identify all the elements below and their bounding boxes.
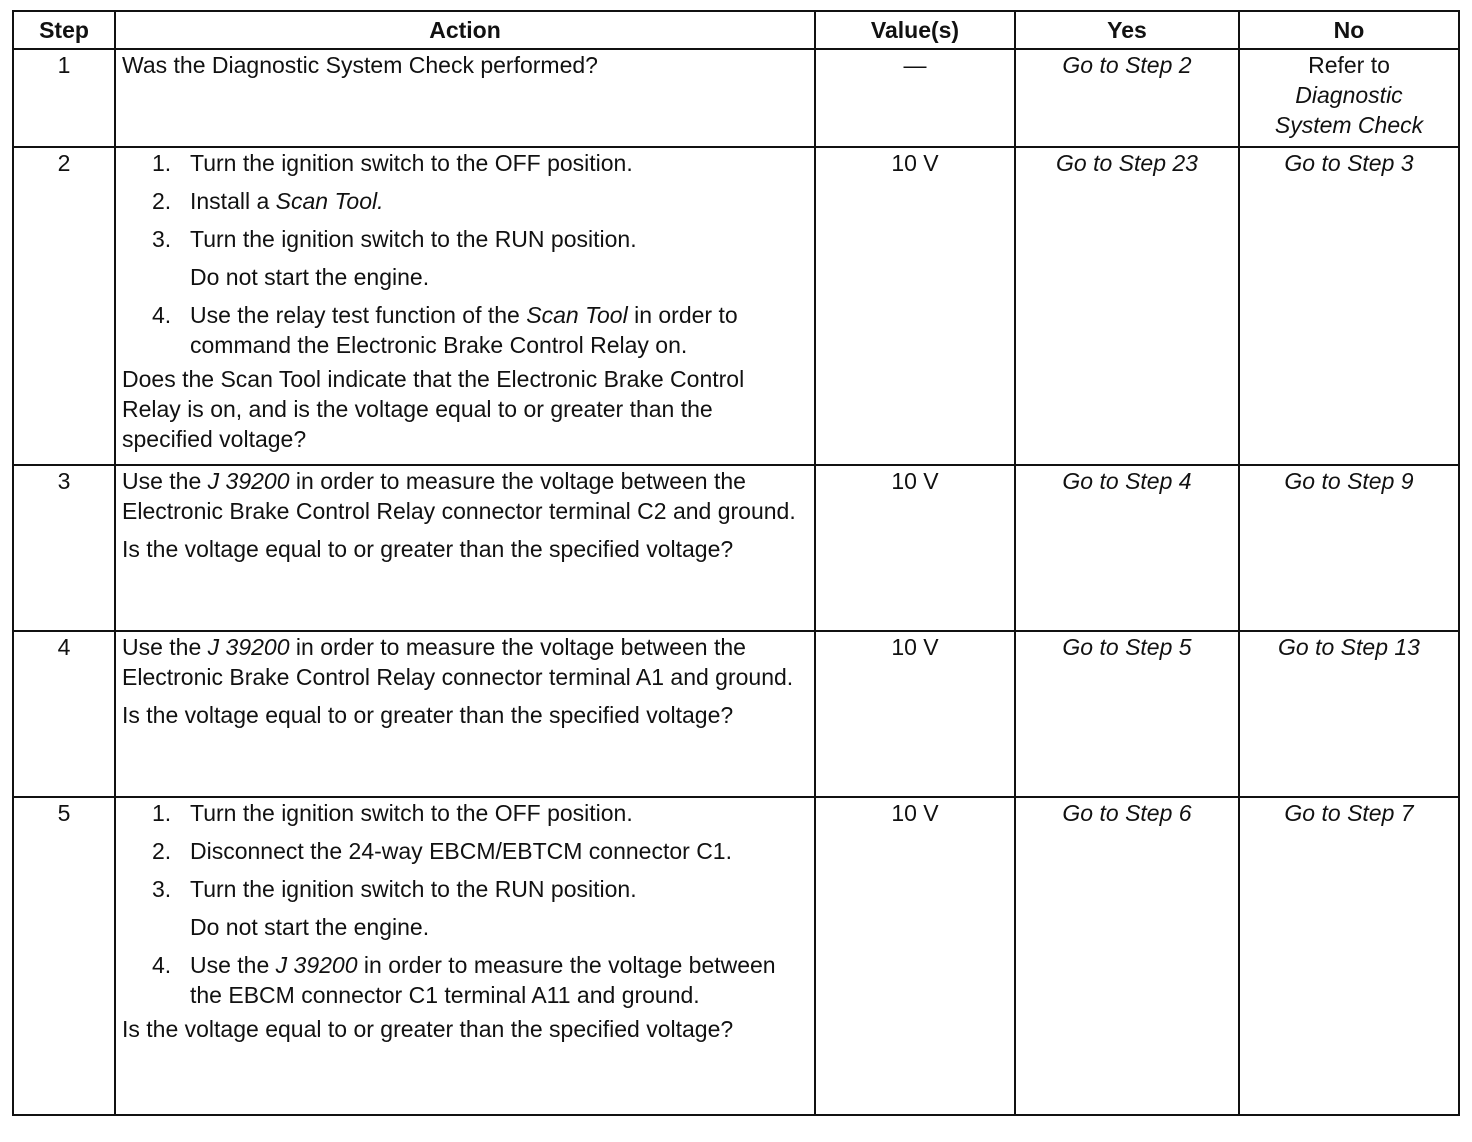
action-question: Is the voltage equal to or greater than the specified voltage? (122, 536, 734, 562)
value-cell: 10 V (815, 465, 1015, 631)
no-line: Diagnostic (1295, 82, 1403, 108)
list-item-number: 4. (152, 952, 172, 978)
tool-name: Scan Tool (526, 302, 628, 328)
list-item-number: 3. (152, 876, 172, 902)
action-question: Is the voltage equal to or greater than the specified voltage? (122, 1016, 734, 1042)
instruction-pre: Use the (122, 468, 208, 494)
list-item-text: Turn the ignition switch to the RUN position. (190, 876, 637, 902)
list-item-number: 1. (152, 150, 172, 176)
value-cell: 10 V (815, 797, 1015, 1115)
list-item-text-pre: Install a (190, 188, 276, 214)
action-question: Does the Scan Tool indicate that the Electronic Brake Control Relay is on, and is the voltage equal to or greater than the specified voltage? (122, 366, 745, 452)
yes-cell: Go to Step 23 (1015, 147, 1239, 465)
list-item-text-post: in order to command the Electronic Brake Control Relay on. (190, 302, 738, 358)
no-cell: Go to Step 13 (1239, 631, 1459, 797)
header-no: No (1239, 11, 1459, 49)
list-item-text: Turn the ignition switch to the OFF position. (190, 150, 633, 176)
tool-name: Scan Tool. (275, 188, 384, 214)
action-cell (115, 631, 815, 797)
list-item (122, 186, 808, 216)
list-item-number: 1. (152, 800, 172, 826)
table-row-step-5 (13, 797, 1459, 1115)
step-number: 3 (13, 465, 115, 631)
table-row-step-3 (13, 465, 1459, 631)
action-instruction (122, 632, 808, 692)
list-item (122, 874, 808, 942)
header-yes: Yes (1015, 11, 1239, 49)
header-values: Value(s) (815, 11, 1015, 49)
action-instruction (122, 466, 808, 526)
header-row (13, 11, 1459, 49)
list-item-number: 4. (152, 302, 172, 328)
list-item-number: 2. (152, 838, 172, 864)
table-row-step-2 (13, 147, 1459, 465)
list-item-text: Turn the ignition switch to the RUN position. (190, 226, 637, 252)
list-item-number: 3. (152, 226, 172, 252)
header-step: Step (13, 11, 115, 49)
list-item (122, 836, 808, 866)
action-cell (115, 49, 815, 147)
action-cell (115, 147, 815, 465)
list-item-text-pre: Use the relay test function of the (190, 302, 527, 328)
no-cell (1239, 49, 1459, 147)
step-number: 1 (13, 49, 115, 147)
list-item (122, 300, 808, 360)
header-action: Action (115, 11, 815, 49)
instruction-post: in order to measure the voltage between the Electronic Brake Control Relay connector terminal C2 and ground. (122, 468, 796, 524)
no-cell: Go to Step 7 (1239, 797, 1459, 1115)
step-number: 5 (13, 797, 115, 1115)
list-item-text-pre: Use the (190, 952, 276, 978)
instruction-post: in order to measure the voltage between the Electronic Brake Control Relay connector terminal A1 and ground. (122, 634, 794, 690)
yes-cell: Go to Step 5 (1015, 631, 1239, 797)
action-steps-list (122, 798, 808, 1010)
list-item-number: 2. (152, 188, 172, 214)
value-cell: — (815, 49, 1015, 147)
action-steps-list (122, 148, 808, 360)
yes-cell: Go to Step 2 (1015, 49, 1239, 147)
tool-name: J 39200 (207, 634, 290, 660)
no-cell: Go to Step 3 (1239, 147, 1459, 465)
step-number: 4 (13, 631, 115, 797)
instruction-pre: Use the (122, 634, 208, 660)
table-row-step-4 (13, 631, 1459, 797)
no-line: System Check (1274, 112, 1424, 138)
no-cell: Go to Step 9 (1239, 465, 1459, 631)
list-item (122, 224, 808, 292)
tool-name: J 39200 (207, 468, 290, 494)
list-item-note: Do not start the engine. (190, 914, 430, 940)
list-item-text: Disconnect the 24-way EBCM/EBTCM connector C1. (190, 838, 732, 864)
list-item (122, 950, 808, 1010)
list-item (122, 798, 808, 828)
step-number: 2 (13, 147, 115, 465)
action-question: Was the Diagnostic System Check performed? (122, 52, 598, 78)
yes-cell: Go to Step 4 (1015, 465, 1239, 631)
list-item-text-post: in order to measure the voltage between the EBCM connector C1 terminal A11 and ground. (190, 952, 776, 1008)
action-question: Is the voltage equal to or greater than the specified voltage? (122, 702, 734, 728)
list-item-text: Turn the ignition switch to the OFF position. (190, 800, 633, 826)
list-item (122, 148, 808, 178)
value-cell: 10 V (815, 147, 1015, 465)
table-row-step-1 (13, 49, 1459, 147)
yes-cell: Go to Step 6 (1015, 797, 1239, 1115)
list-item-note: Do not start the engine. (190, 264, 430, 290)
action-cell (115, 797, 815, 1115)
no-line: Refer to (1308, 52, 1390, 78)
diagnostic-table (12, 10, 1460, 1116)
tool-name: J 39200 (275, 952, 358, 978)
value-cell: 10 V (815, 631, 1015, 797)
action-cell (115, 465, 815, 631)
